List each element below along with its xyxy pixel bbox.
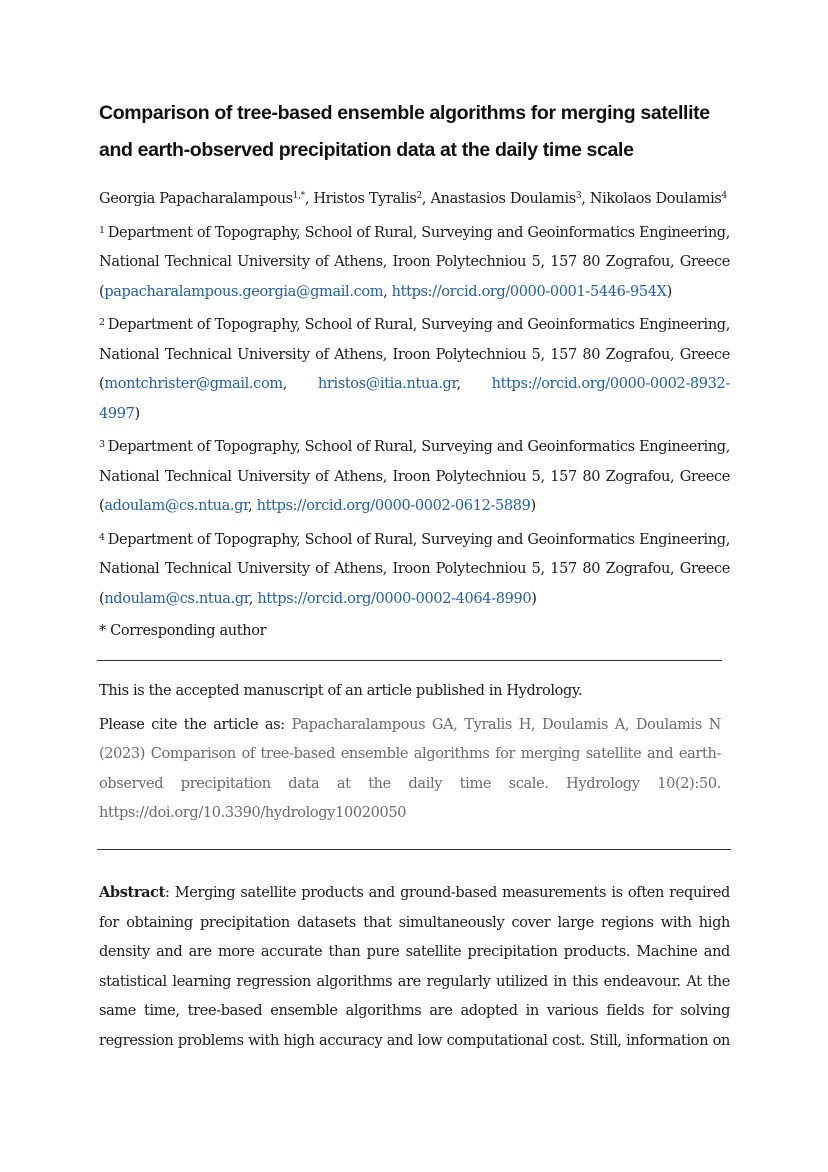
- author-affiliation-marker: 3: [575, 191, 582, 201]
- citation-text: Papacharalampous GA, Tyralis H, Doulamis A, Doulamis N: [291, 716, 721, 733]
- accepted-manuscript-text: This is the accepted manuscript of an article published in Hydrology.: [99, 683, 583, 699]
- orcid-link-continued[interactable]: 4997: [99, 405, 135, 422]
- email-link[interactable]: adoulam@cs.ntua.gr: [104, 498, 249, 514]
- author-affiliation-marker: 4: [721, 191, 727, 201]
- citation-doi: https://doi.org/10.3390/hydrology10020050: [99, 805, 407, 821]
- abstract-line: for obtaining precipitation datasets that simultaneously cover large regions with high: [99, 914, 730, 931]
- affiliation-number: 3: [99, 439, 105, 450]
- corresponding-author-note: * Corresponding author: [99, 623, 267, 639]
- divider-top: [97, 660, 722, 661]
- affiliation-text: Department of Topography, School of Rural, Surveying and Geoinformatics Engineering,: [107, 531, 730, 548]
- affiliation-text: Department of Topography, School of Rural, Surveying and Geoinformatics Engineering,: [107, 317, 730, 333]
- email-link[interactable]: montchrister@gmail.com: [104, 376, 283, 392]
- abstract-line: density and are more accurate than pure satellite precipitation products. Machine and: [99, 944, 730, 960]
- author-separator: ,: [421, 191, 431, 207]
- citation-line: [99, 711, 721, 741]
- paper-header: [99, 95, 730, 647]
- email-link[interactable]: ndoulam@cs.ntua.gr: [104, 590, 249, 607]
- author-name: Hristos Tyralis: [313, 191, 417, 207]
- affiliation-contacts: (adoulam@cs.ntua.gr, https://orcid.org/0000-0002-0612-5889): [99, 498, 536, 514]
- affiliation-line: [99, 311, 730, 341]
- orcid-link[interactable]: https://orcid.org/0000-0002-8932-: [491, 376, 730, 392]
- affiliation-contacts-continued: 4997): [99, 405, 140, 422]
- orcid-link[interactable]: https://orcid.org/0000-0002-0612-5889: [256, 498, 531, 514]
- affiliation-contacts: (papacharalampous.georgia@gmail.com, https://orcid.org/0000-0001-5446-954X): [99, 283, 672, 300]
- affiliation-contacts: (montchrister@gmail.com, hristos@itia.ntua.gr, https://orcid.org/0000-0002-8932-: [99, 376, 730, 392]
- author-name: Nikolaos Doulamis: [589, 191, 722, 207]
- title-line-2: and earth-observed precipitation data at the daily time scale: [99, 139, 634, 161]
- abstract-line: statistical learning regression algorithms are regularly utilized in this endeavour. At the: [99, 973, 730, 990]
- author-name: Anastasios Doulamis: [430, 191, 576, 207]
- manuscript-notice: [99, 677, 721, 829]
- abstract-text: : Merging satellite products and ground-based measurements is often required: [165, 885, 730, 901]
- affiliation-number: 1: [99, 224, 105, 236]
- author-name: Georgia Papacharalampous: [99, 191, 293, 207]
- author-separator: ,: [581, 191, 590, 207]
- author-affiliation-marker: 2: [416, 191, 422, 201]
- title-line-1: Comparison of tree-based ensemble algorithms for merging satellite: [99, 102, 710, 124]
- abstract-section: [99, 878, 730, 1056]
- affiliation-text: Department of Topography, School of Rural, Surveying and Geoinformatics Engineering,: [107, 439, 730, 455]
- affiliation-line: [99, 433, 730, 463]
- paper-title: [99, 95, 730, 169]
- orcid-link[interactable]: https://orcid.org/0000-0002-4064-8990: [257, 590, 532, 607]
- affiliation-3: [99, 433, 730, 522]
- affiliation-line: [99, 219, 730, 249]
- affiliation-number: 4: [99, 531, 105, 543]
- affiliation-line: National Technical University of Athens, Iroon Polytechniou 5, 157 80 Zografou, Greece: [99, 254, 730, 270]
- affiliation-1: [99, 219, 730, 308]
- affiliation-line: National Technical University of Athens, Iroon Polytechniou 5, 157 80 Zografou, Greece: [99, 561, 730, 577]
- affiliation-line: National Technical University of Athens, Iroon Polytechniou 5, 157 80 Zografou, Greece: [99, 468, 730, 485]
- abstract-line: regression problems with high accuracy and low computational cost. Still, information on: [99, 1032, 730, 1049]
- affiliation-2: [99, 311, 730, 429]
- affiliation-number: 2: [99, 317, 105, 328]
- orcid-link[interactable]: https://orcid.org/0000-0001-5446-954X: [391, 283, 667, 300]
- divider-bottom: [97, 849, 731, 850]
- abstract-line: [99, 878, 730, 909]
- affiliation-text: Department of Topography, School of Rural, Surveying and Geoinformatics Engineering,: [107, 224, 730, 241]
- citation-line: observed precipitation data at the daily time scale. Hydrology 10(2):50.: [99, 775, 721, 792]
- author-affiliation-marker: 1,*: [292, 191, 305, 201]
- email-link[interactable]: papacharalampous.georgia@gmail.com: [104, 283, 384, 300]
- affiliation-contacts: (ndoulam@cs.ntua.gr, https://orcid.org/0000-0002-4064-8990): [99, 590, 537, 607]
- abstract-label: Abstract: [99, 884, 166, 901]
- abstract-line: same time, tree-based ensemble algorithms are adopted in various fields for solving: [99, 1003, 730, 1019]
- cite-label: Please cite the article as:: [99, 716, 285, 733]
- author-list: [99, 185, 730, 215]
- affiliation-line: National Technical University of Athens, Iroon Polytechniou 5, 157 80 Zografou, Greece: [99, 346, 730, 363]
- affiliation-4: [99, 526, 730, 615]
- email-link[interactable]: hristos@itia.ntua.gr: [317, 376, 457, 392]
- author-separator: ,: [304, 191, 314, 207]
- citation-line: (2023) Comparison of tree-based ensemble algorithms for merging satellite and earth-: [99, 746, 721, 762]
- affiliation-line: [99, 526, 730, 556]
